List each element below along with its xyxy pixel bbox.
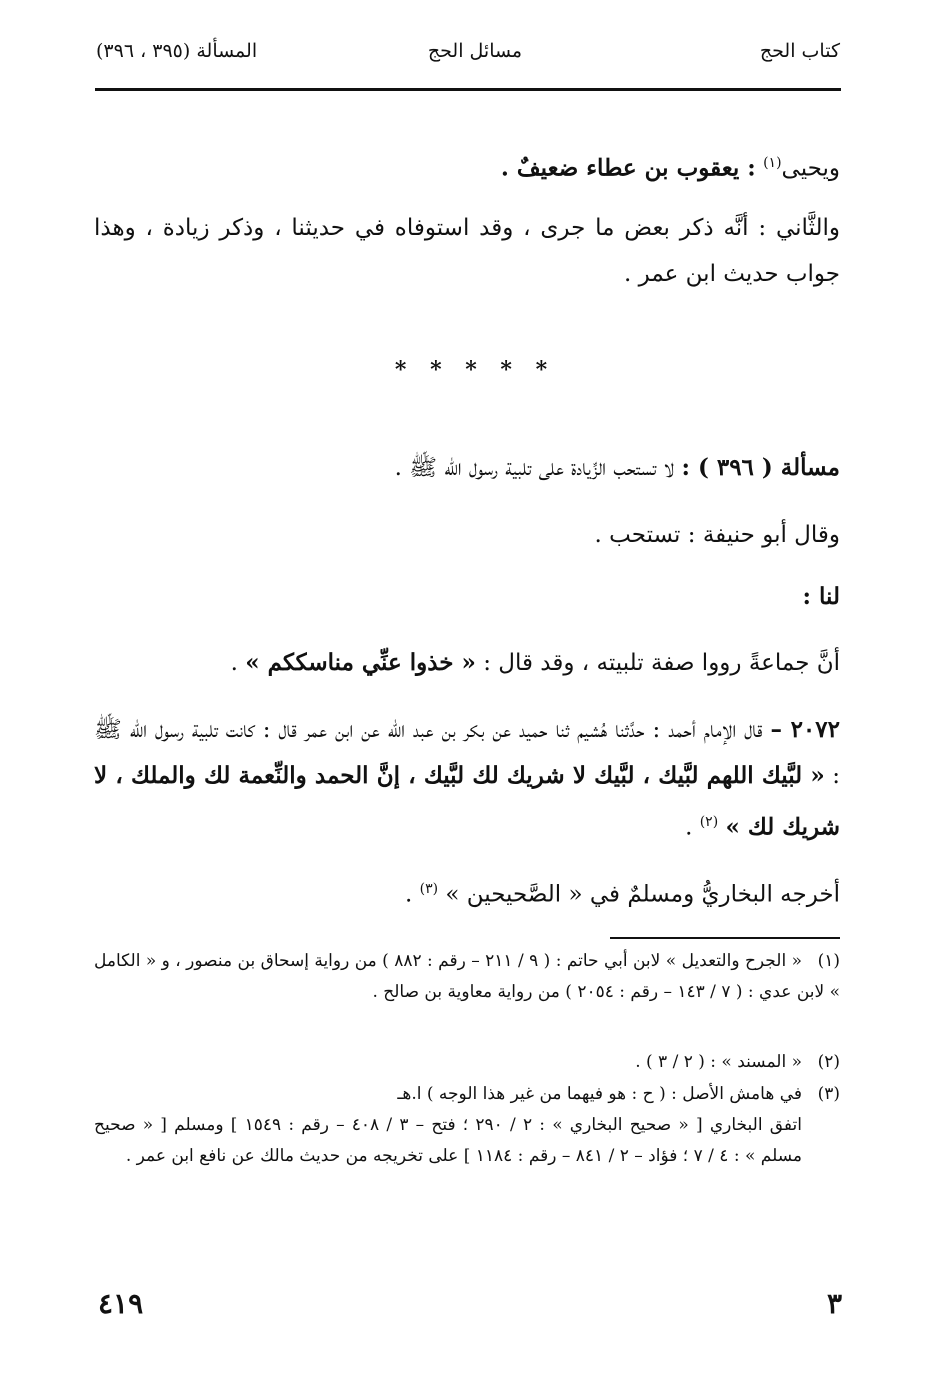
proof-quote: « خذوا عنِّي مناسككم » — [245, 649, 476, 676]
footnote-2-text: « المسند » : ( ٢ / ٣ ) . — [635, 1052, 802, 1072]
header-book-title: كتاب الحج — [759, 40, 840, 62]
header-issue-range: المسألة (٣٩٥ ، ٣٩٦) — [96, 40, 258, 62]
abu-hanifa-opinion: وقال أبو حنيفة : تستحب . — [594, 522, 840, 548]
footnote-3 — [94, 1079, 840, 1172]
yahya-word: ويحيى — [781, 155, 840, 182]
header-chapter-title: مسائل الحج — [427, 40, 523, 62]
lana-heading: لنا : — [802, 583, 840, 610]
issue-statement: لا تستحب الزِّيادة على تلبية رسول الله ﷺ . — [394, 455, 675, 481]
footnote-2 — [94, 1047, 840, 1078]
proof-end: . — [230, 650, 238, 676]
footnote-3-text-a: في هامش الأصل : ( ح : هو فيهما من غير هذا الوجه ) ا.هـ — [397, 1084, 802, 1104]
hadith-2072 — [94, 707, 840, 851]
footnote-ref-1: (١) — [763, 155, 782, 171]
takhrij-paragraph — [94, 866, 840, 918]
footnote-3-number: (٣) — [817, 1084, 840, 1104]
issue-heading: مسألة ( ٣٩٦ ) : — [681, 454, 840, 481]
proof-text: أنَّ جماعةً رووا صفة تلبيته ، وقد قال : — [483, 650, 840, 676]
paragraph-second-answer: والثَّاني : أنَّه ذكر بعض ما جرى ، وقد استوفاه في حديثنا ، وذكر زيادة ، وهذا جواب حديث ابن عمر . — [94, 215, 840, 287]
hadith-matn: « لبَّيك اللهم لبَّيك ، لبَّيك لا شريك لك لبَّيك ، إنَّ الحمد والنِّعمة لك والملك ، لا شريك لك » — [94, 762, 840, 841]
paragraph-yahya — [94, 140, 840, 192]
issue-396 — [94, 445, 840, 491]
footnote-3-text-b: اتفق البخاري [ « صحيح البخاري » : ٢ / ٢٩٠ ؛ فتح – ٣ / ٤٠٨ – رقم : ١٥٤٩ ] ومسلم [ « صحيح مسلم » : ٤ / ٧ ؛ فؤاد – ٢ / ٨٤١ – رقم : ١١٨٤ ] على تخريجه من حديث مالك عن نافع ابن عمر . — [94, 1115, 802, 1166]
footer-page-number: ٤١٩ — [98, 1287, 144, 1320]
section-separator: * * * * * — [394, 357, 556, 383]
footer-part-number: ٣ — [826, 1287, 842, 1320]
footnote-2-number: (٢) — [817, 1052, 840, 1072]
footnote-1-text: « الجرح والتعديل » لابن أبي حاتم : ( ٩ / ٢١١ – رقم : ٨٨٢ ) من رواية إسحاق بن منصور ، و « الكامل » لابن عدي : ( ٧ / ١٤٣ – رقم : ٢٠٥٤ ) من رواية معاوية بن صالح . — [94, 951, 840, 1002]
takhrij-text: أخرجه البخاريُّ ومسلمٌ في « الصَّحيحين » — [445, 881, 840, 908]
footnote-1-number: (١) — [817, 951, 840, 971]
proof-paragraph — [94, 640, 840, 686]
yahya-text: : يعقوب بن عطاء ضعيفٌ . — [500, 154, 756, 182]
takhrij-end: . — [404, 881, 413, 908]
footnote-1 — [94, 946, 840, 1008]
footnote-rule — [610, 937, 840, 939]
header-rule — [95, 88, 841, 91]
hadith-number: ٢٠٧٢ – — [770, 716, 840, 743]
footnote-ref-2: (٢) — [699, 814, 719, 830]
hadith-end: . — [685, 814, 693, 841]
footnote-ref-3: (٣) — [419, 881, 439, 897]
hadith-isnad: قال الإمام أحمد : حدَّثنا هُشيم ثنا حميد عن بكر بن عبد الله عن ابن عمر قال : كانت تلبية رسول الله ﷺ : — [94, 717, 840, 789]
